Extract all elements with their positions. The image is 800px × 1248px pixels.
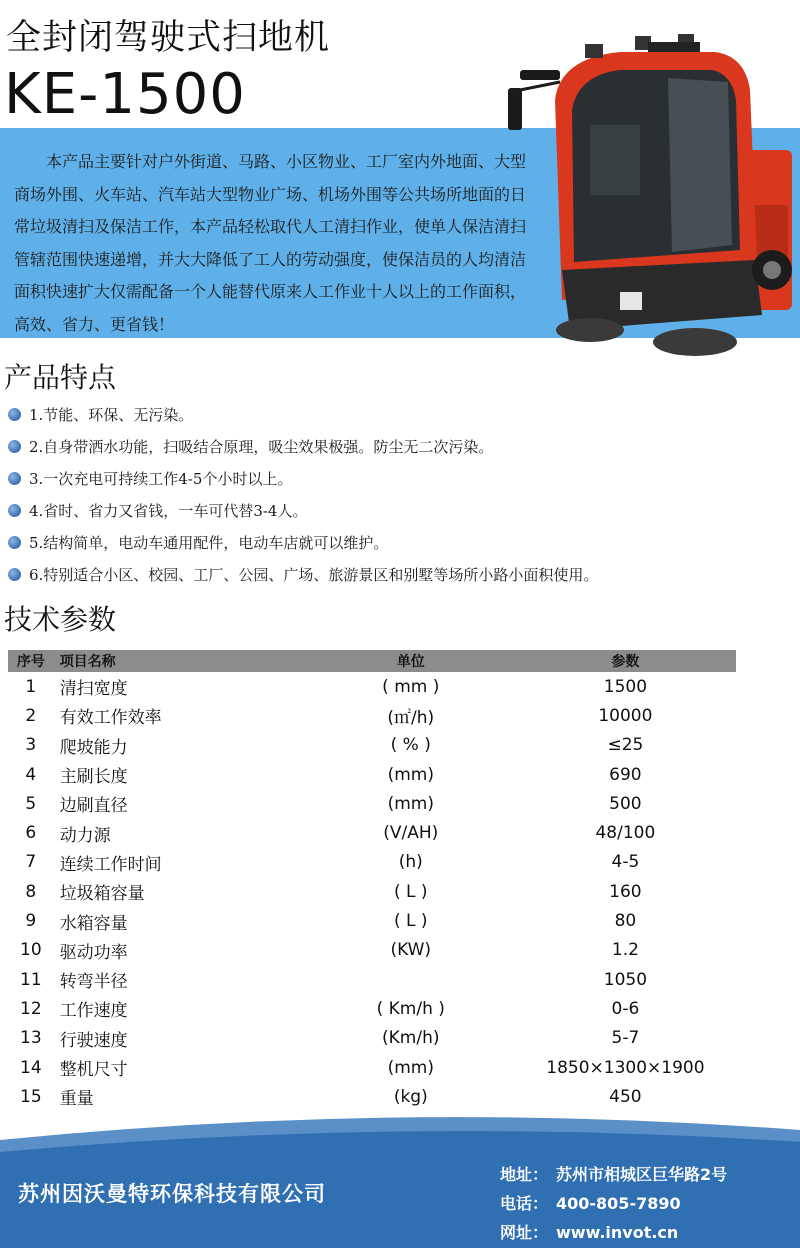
row-no: 2 xyxy=(25,705,37,726)
web-line xyxy=(500,1218,727,1247)
feature-item xyxy=(8,558,798,590)
table-row xyxy=(8,789,736,818)
row-unit: (mm) xyxy=(387,793,434,814)
row-no: 9 xyxy=(25,911,37,932)
row-value: 450 xyxy=(609,1086,642,1107)
feature-item xyxy=(8,398,798,430)
table-row xyxy=(8,760,736,789)
row-value: 48/100 xyxy=(595,823,656,844)
row-value: 5-7 xyxy=(611,1028,640,1049)
row-no: 5 xyxy=(25,793,37,814)
row-value: 1500 xyxy=(603,676,648,697)
table-row xyxy=(8,906,736,935)
row-name: 转弯半径 xyxy=(59,972,128,993)
row-unit: (mm) xyxy=(387,764,434,785)
header-unit: 单位 xyxy=(307,650,515,672)
bullet-icon xyxy=(8,536,21,549)
table-row xyxy=(8,877,736,906)
intro-text: 本产品主要针对户外街道、马路、小区物业、工厂室内外地面、大型商场外围、火车站、汽车站大型物业广场、机场外围等公共场所地面的日常垃圾清扫及保洁工作，本产品轻松取代人工清扫作业，使单人保洁清扫管辖范围快速递增，并大大降低了工人的劳动强度，使保洁员的人均清洁面积快速扩大仅需配备一个人能替代原来人工作业十人以上的工作面积，高效、省力、更省钱！ xyxy=(14,152,527,334)
row-name: 清扫宽度 xyxy=(59,679,128,700)
row-no: 14 xyxy=(20,1057,42,1078)
row-name: 行驶速度 xyxy=(59,1030,128,1051)
row-unit: (V/AH) xyxy=(383,823,439,844)
web-label: 网址： xyxy=(500,1223,549,1242)
phone-line xyxy=(500,1189,727,1218)
feature-text: 2.自身带洒水功能，扫吸结合原理，吸尘效果极强。防尘无二次污染。 xyxy=(29,437,494,456)
row-name: 有效工作效率 xyxy=(59,708,162,729)
row-name: 边刷直径 xyxy=(59,796,128,817)
row-value: 690 xyxy=(609,764,642,785)
row-unit: (mm) xyxy=(387,1057,434,1078)
product-title: 全封闭驾驶式扫地机 xyxy=(6,18,331,58)
row-value: 0-6 xyxy=(611,998,640,1019)
bullet-icon xyxy=(8,408,21,421)
row-name: 重量 xyxy=(59,1089,94,1110)
row-no: 8 xyxy=(25,881,37,902)
table-row xyxy=(8,1053,736,1082)
company-name: 苏州因沃曼特环保科技有限公司 xyxy=(18,1182,326,1206)
specs-title: 技术参数 xyxy=(4,603,117,636)
row-no: 10 xyxy=(20,940,42,961)
web-value: www.invot.cn xyxy=(556,1223,679,1242)
table-row xyxy=(8,965,736,994)
row-value: 160 xyxy=(609,881,642,902)
table-row xyxy=(8,936,736,965)
row-name: 动力源 xyxy=(59,825,111,846)
specs-header-row xyxy=(8,650,736,672)
table-row xyxy=(8,1024,736,1053)
row-no: 7 xyxy=(25,852,37,873)
table-row xyxy=(8,994,736,1023)
row-no: 6 xyxy=(25,823,37,844)
row-unit: ( L ) xyxy=(393,881,428,902)
phone-value: 400-805-7890 xyxy=(556,1194,681,1213)
row-unit: ( % ) xyxy=(390,735,431,756)
contact-info xyxy=(500,1160,727,1247)
feature-text: 1.节能、环保、无污染。 xyxy=(29,405,194,424)
feature-item xyxy=(8,526,798,558)
row-unit: (kg) xyxy=(393,1086,428,1107)
row-value: 500 xyxy=(609,793,642,814)
row-value: 4-5 xyxy=(611,852,640,873)
row-name: 主刷长度 xyxy=(59,767,128,788)
table-row xyxy=(8,701,736,730)
row-unit: (㎡/h) xyxy=(387,708,435,729)
row-name: 垃圾箱容量 xyxy=(59,884,145,905)
row-no: 1 xyxy=(25,676,37,697)
row-unit: ( mm ) xyxy=(382,676,440,697)
row-no: 12 xyxy=(20,998,42,1019)
row-value: ≤25 xyxy=(607,735,644,756)
feature-text: 5.结构简单，电动车通用配件，电动车店就可以维护。 xyxy=(29,533,389,552)
row-unit: ( L ) xyxy=(393,911,428,932)
table-row xyxy=(8,1082,736,1111)
bullet-icon xyxy=(8,568,21,581)
address-line xyxy=(500,1160,727,1189)
row-unit: (Km/h) xyxy=(382,1028,440,1049)
row-unit: ( Km/h ) xyxy=(376,998,445,1019)
table-row xyxy=(8,848,736,877)
specs-table xyxy=(8,650,736,1111)
row-no: 4 xyxy=(25,764,37,785)
table-row xyxy=(8,818,736,847)
row-no: 13 xyxy=(20,1028,42,1049)
bullet-icon xyxy=(8,472,21,485)
address-value: 苏州市相城区巨华路2号 xyxy=(556,1165,728,1184)
table-row xyxy=(8,672,736,701)
bullet-icon xyxy=(8,440,21,453)
row-no: 15 xyxy=(20,1086,42,1107)
table-row xyxy=(8,731,736,760)
row-name: 连续工作时间 xyxy=(59,854,162,875)
row-name: 驱动功率 xyxy=(59,942,128,963)
row-unit xyxy=(307,965,515,994)
sweeper-machine-image xyxy=(500,30,800,360)
row-value: 1850×1300×1900 xyxy=(546,1057,705,1078)
features-list xyxy=(8,398,798,590)
row-value: 1050 xyxy=(603,969,648,990)
row-name: 水箱容量 xyxy=(59,913,128,934)
row-value: 10000 xyxy=(598,705,653,726)
row-name: 爬坡能力 xyxy=(59,737,128,758)
header-no: 序号 xyxy=(8,650,54,672)
bullet-icon xyxy=(8,504,21,517)
row-unit: (KW) xyxy=(390,940,432,961)
row-name: 工作速度 xyxy=(59,1001,128,1022)
features-title: 产品特点 xyxy=(4,361,117,394)
header-name: 项目名称 xyxy=(54,650,307,672)
address-label: 地址： xyxy=(500,1165,549,1184)
feature-text: 4.省时、省力又省钱，一车可代替3-4人。 xyxy=(29,501,308,520)
product-model: KE-1500 xyxy=(4,62,246,127)
row-no: 3 xyxy=(25,735,37,756)
header-value: 参数 xyxy=(515,650,736,672)
row-value: 80 xyxy=(614,911,637,932)
row-no: 11 xyxy=(20,969,42,990)
row-unit: (h) xyxy=(398,852,423,873)
phone-label: 电话： xyxy=(500,1194,549,1213)
row-value: 1.2 xyxy=(611,940,639,961)
feature-item xyxy=(8,462,798,494)
feature-item xyxy=(8,430,798,462)
feature-item xyxy=(8,494,798,526)
row-name: 整机尺寸 xyxy=(59,1060,128,1080)
feature-text: 6.特别适合小区、校园、工厂、公园、广场、旅游景区和别墅等场所小路小面积使用。 xyxy=(29,565,599,584)
feature-text: 3.一次充电可持续工作4-5个小时以上。 xyxy=(29,469,293,488)
